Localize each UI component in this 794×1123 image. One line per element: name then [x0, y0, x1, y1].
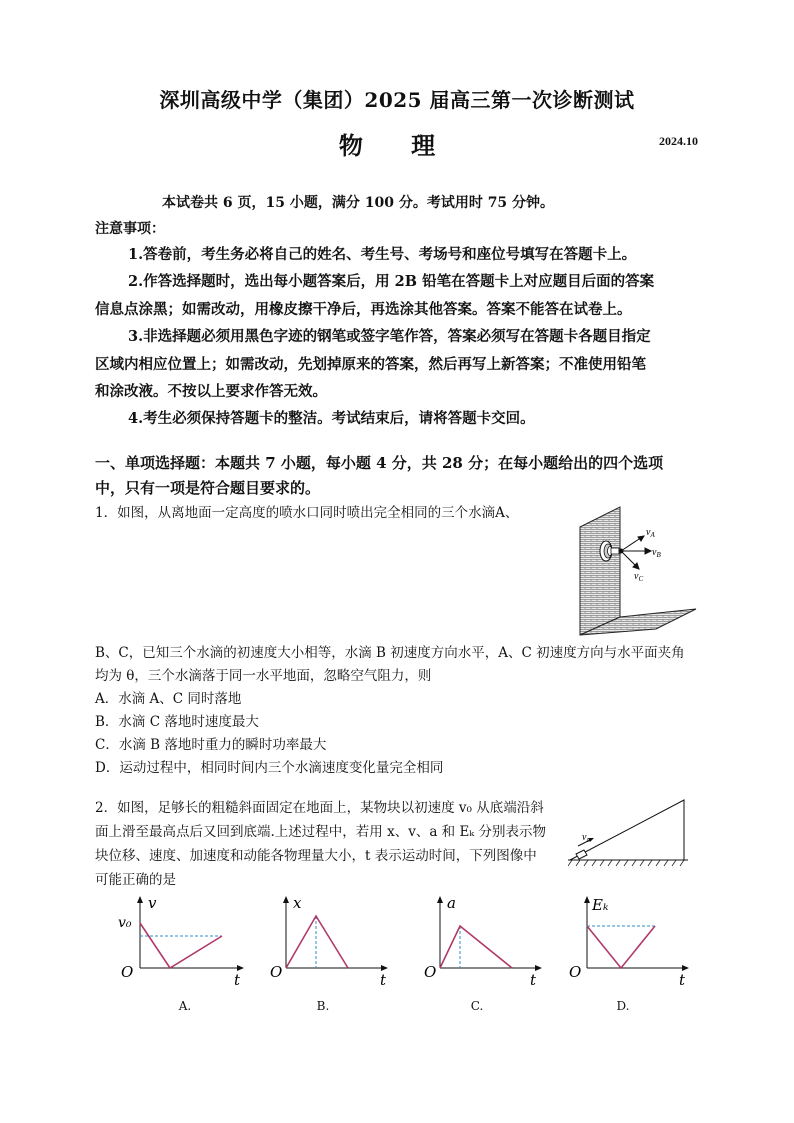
notice-line-3: 信息点涂黑；如需改动，用橡皮擦干净后，再选涂其他答案。答案不能答在试卷上。: [95, 301, 632, 318]
graph-d-xlabel: t: [679, 971, 686, 988]
graph-b: [266, 893, 400, 988]
q2-stem-line-1: 2．如图，足够长的粗糙斜面固定在地面上，某物块以初速度 v₀ 从底端沿斜: [95, 800, 544, 816]
notice-line-6: 和涂改液。不按以上要求作答无效。: [95, 383, 327, 400]
exam-title: 深圳高级中学（集团）2025 届高三第一次诊断测试: [159, 88, 635, 112]
fountain-wall-figure: [572, 505, 702, 640]
graph-a-caption: A.: [178, 999, 192, 1013]
intro-line: 本试卷共 6 页，15 小题，满分 100 分。考试用时 75 分钟。: [162, 195, 555, 211]
ground-hatching: [568, 860, 684, 866]
section-heading-line-2: 中，只有一项是符合题目要求的。: [95, 479, 321, 497]
graph-b-caption: B.: [316, 999, 330, 1013]
graph-a-ylabel: v: [148, 894, 157, 912]
graph-c-ylabel: a: [447, 894, 456, 912]
graph-d: [565, 893, 699, 988]
q2-stem-line-4: 可能正确的是: [95, 872, 176, 888]
incline-figure: [568, 796, 690, 870]
graph-c-origin: O: [424, 963, 437, 981]
graph-d-caption: D.: [616, 999, 630, 1013]
notice-line-2: 2.作答选择题时，选出每小题答案后，用 2B 铅笔在答题卡上对应题目后面的答案: [128, 273, 655, 290]
graph-c: [420, 893, 554, 988]
incline-v0-label: v₀: [582, 832, 590, 843]
graph-c-caption: C.: [470, 999, 484, 1013]
graph-a-xlabel: t: [234, 971, 241, 988]
q1-option-c: C．水滴 B 落地时重力的瞬时功率最大: [95, 737, 327, 753]
graph-b-origin: O: [270, 963, 283, 981]
q1-option-b: B．水滴 C 落地时速度最大: [95, 714, 259, 730]
graph-a: [116, 893, 250, 988]
notice-line-1: 1.答卷前，考生务必将自己的姓名、考生号、考场号和座位号填写在答题卡上。: [128, 246, 637, 263]
graph-b-xlabel: t: [380, 971, 387, 988]
graph-a-origin: O: [121, 963, 134, 981]
section-heading-line-1: 一、单项选择题：本题共 7 小题，每小题 4 分，共 28 分；在每小题给出的四个选项: [95, 454, 664, 472]
graph-c-xlabel: t: [530, 971, 537, 988]
q1-stem-line-1: 1．如图，从离地面一定高度的喷水口同时喷出完全相同的三个水滴A、: [95, 505, 519, 521]
subject-title: 物 理: [338, 131, 456, 160]
exam-date: 2024.10: [659, 134, 698, 148]
graph-a-v0: v₀: [118, 915, 132, 931]
graph-b-ylabel: x: [293, 894, 302, 912]
notice-line-5: 区域内相应位置上；如需改动，先划掉原来的答案，然后再写上新答案；不准使用铅笔: [95, 356, 646, 373]
graph-d-origin: O: [569, 963, 582, 981]
q2-stem-line-2: 面上滑至最高点后又回到底端.上述过程中，若用 x、v、a 和 Eₖ 分别表示物: [95, 824, 547, 840]
label-vb: $v_B$: [652, 547, 661, 559]
graph-d-ylabel: Eₖ: [592, 896, 609, 914]
notice-line-7: 4.考生必须保持答题卡的整洁。考试结束后，请将答题卡交回。: [128, 410, 535, 427]
incline-triangle: [570, 800, 684, 860]
notice-line-4: 3.非选择题必须用黑色字迹的钢笔或签字笔作答，答案必须写在答题卡各题目指定: [128, 328, 651, 345]
brick-wall: [580, 507, 620, 635]
q1-stem-line-2: B、C，已知三个水滴的初速度大小相等，水滴 B 初速度方向水平，A、C 初速度方向与水平面夹角: [95, 645, 685, 661]
q1-option-d: D．运动过程中，相同时间内三个水滴速度变化量完全相同: [95, 760, 444, 776]
label-vc: $v_C$: [634, 571, 644, 583]
q1-option-a: A．水滴 A、C 同时落地: [95, 691, 242, 707]
label-va: $v_A$: [646, 527, 655, 539]
q1-stem-line-3: 均为 θ，三个水滴落于同一水平地面，忽略空气阻力，则: [95, 668, 432, 684]
notice-heading: 注意事项：: [95, 221, 165, 237]
velocity-arrows: [621, 536, 651, 569]
q2-stem-line-3: 块位移、速度、加速度和动能各物理量大小，t 表示运动时间，下列图像中: [95, 848, 537, 864]
